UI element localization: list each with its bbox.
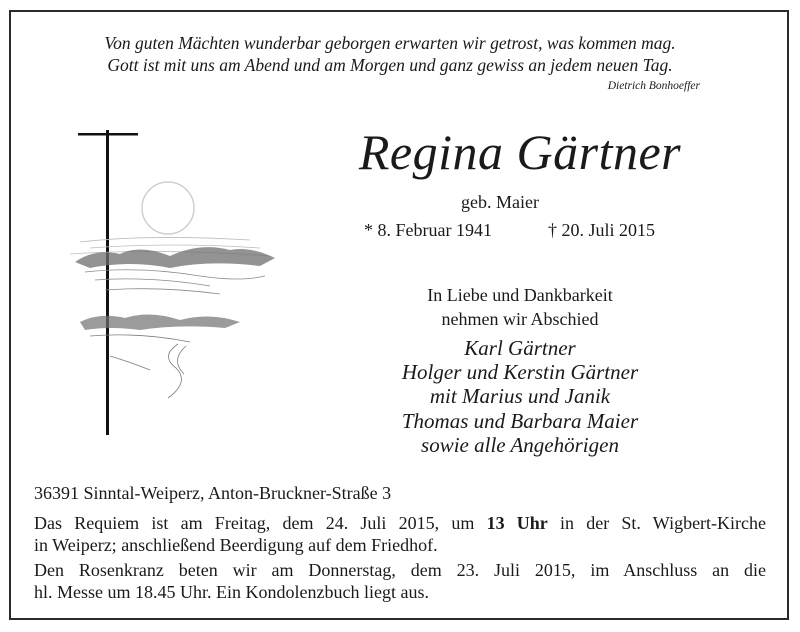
requiem-place: in der St. Wigbert-Kirche (560, 513, 767, 533)
mourner: sowie alle Angehörigen (421, 432, 619, 457)
birth-date: * 8. Februar 1941 (364, 220, 492, 240)
quote-line-1: Von guten Mächten wunderbar geborgen erwarten wir getrost, was kommen mag. (104, 33, 676, 53)
cross-vertical (106, 130, 109, 435)
death-date: † 20. Juli 2015 (548, 220, 656, 240)
requiem-text: Das Requiem ist am Freitag, dem 24. Juli 2015, um (34, 513, 475, 533)
family-address: 36391 Sinntal-Weiperz, Anton-Bruckner-Straße 3 (34, 483, 392, 503)
rosary-line-2: hl. Messe um 18.45 Uhr. Ein Kondolenzbuch liegt aus. (34, 581, 429, 602)
rosary-paragraph (34, 560, 766, 603)
requiem-paragraph (34, 513, 766, 556)
requiem-line-1 (34, 513, 766, 535)
quote-line-2: Gott ist mit uns am Abend und am Morgen und ganz gewiss an jedem neuen Tag. (107, 55, 673, 75)
cross-landscape-illustration (50, 130, 300, 440)
maiden-name: geb. Maier (461, 192, 539, 212)
farewell-line-2: nehmen wir Abschied (441, 309, 599, 329)
mourner: mit Marius und Janik (429, 384, 611, 409)
rosary-line-1: Den Rosenkranz beten wir am Donnerstag, dem 23. Juli 2015, im Anschluss an die (34, 560, 766, 580)
farewell-line-1: In Liebe und Dankbarkeit (427, 285, 613, 305)
mourner: Thomas und Barbara Maier (401, 408, 639, 433)
quote-author: Dietrich Bonhoeffer (607, 80, 700, 92)
requiem-line-2: in Weiperz; anschließend Beerdigung auf dem Friedhof. (34, 534, 438, 555)
deceased-name: Regina Gärtner (358, 124, 682, 180)
mountain-ridge-far (75, 247, 275, 268)
cross-horizontal (78, 133, 138, 136)
mountain-ridge-near (80, 314, 240, 330)
mourner: Holger und Kerstin Gärtner (401, 360, 639, 385)
sun-icon (142, 182, 194, 234)
requiem-time: 13 Uhr (486, 513, 548, 533)
mourners-list (330, 336, 710, 457)
mourner: Karl Gärtner (464, 336, 576, 360)
